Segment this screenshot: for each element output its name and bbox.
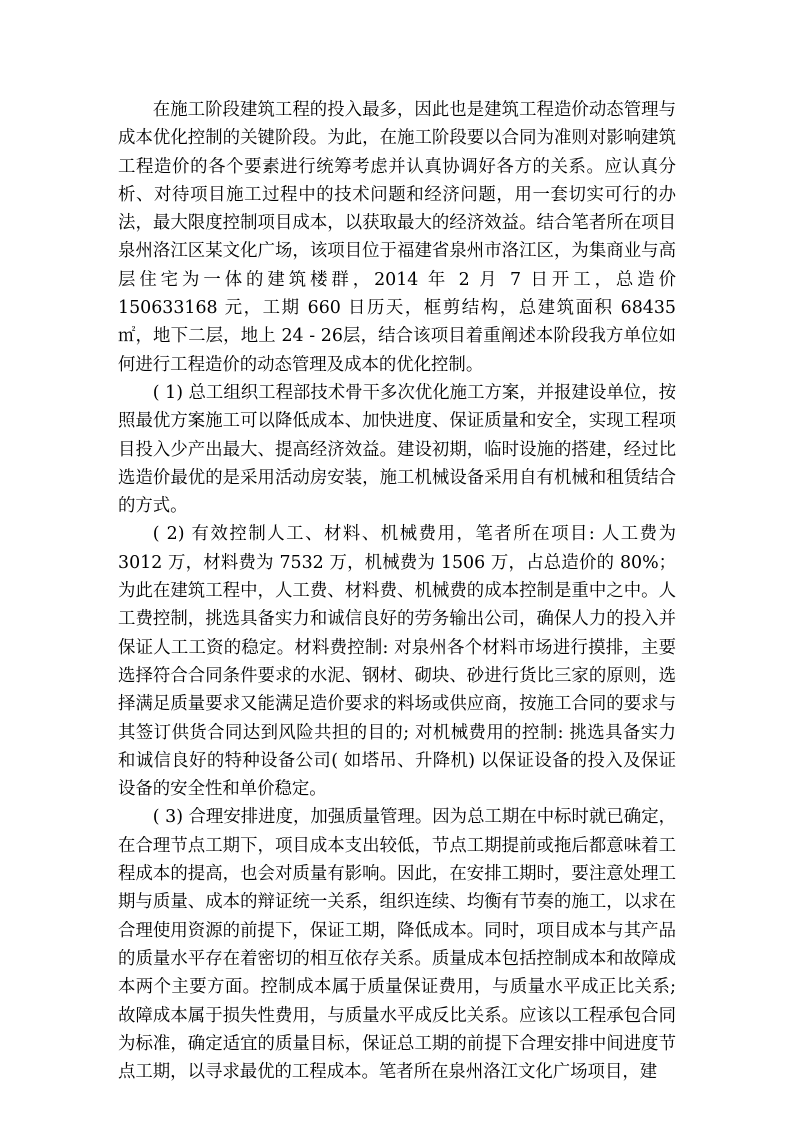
document-body — [118, 96, 676, 1086]
paragraph-item-1: ( 1) 总工组织工程部技术骨干多次优化施工方案，并报建设单位，按照最优方案施工可以降低成本、加快进度、保证质量和安全，实现工程项目投入少产出最大、提高经济效益。建设初期，临时设施的搭建，经过比选造价最优的是采用活动房安装，施工机械设备采用自有机械和租赁结合的方式。 — [118, 382, 676, 517]
paragraph-item-3: ( 3) 合理安排进度，加强质量管理。因为总工期在中标时就已确定，在合理节点工期下，项目成本支出较低，节点工期提前或拖后都意味着工程成本的提高，也会对质量有影响。因此，在安排工期时，要注意处理工期与质量、成本的辩证统一关系，组织连续、均衡有节奏的施工，以求在合理使用资源的前提下，保证工期，降低成本。同时，项目成本与其产品的质量水平存在着密切的相互依存关系。质量成本包括控制成本和故障成本两个主要方面。控制成本属于质量保证费用，与质量水平成正比关系; 故障成本属于损失性费用，与质量水平成反比关系。应该以工程承包合同为标准，确定适宜的质量目标，保证总工期的前提下合理安排中间进度节点工期，以寻求最优的工程成本。笔者所在泉州洛江文化广场项目，建 — [118, 807, 676, 1083]
paragraph-intro: 在施工阶段建筑工程的投入最多，因此也是建筑工程造价动态管理与成本优化控制的关键阶段。为此，在施工阶段要以合同为准则对影响建筑工程造价的各个要素进行统筹考虑并认真协调好各方的关系。应认真分析、对待项目施工过程中的技术问题和经济问题，用一套切实可行的办法，最大限度控制项目成本，以获取最大的经济效益。结合笔者所在项目泉州洛江区某文化广场，该项目位于福建省泉州市洛江区，为集商业与高层住宅为一体的建筑楼群，2014 年 2 月 7 日开工，总造价 150633168 元，工期 660 日历天，框剪结构，总建筑面积 68435 ㎡，地下二层，地上 24 - 26层，结合该项目着重阐述本阶段我方单位如何进行工程造价的动态管理及成本的优化控制。 — [118, 100, 676, 375]
paragraph-item-2: ( 2) 有效控制人工、材料、机械费用，笔者所在项目: 人工费为 3012 万，材料费为 7532 万，机械费为 1506 万，占总造价的 80%；为此在建筑工程中，人工费、材料费、机械费的成本控制是重中之中。人工费控制，挑选具备实力和诚信良好的劳务输出公司，确保人力的投入并保证人工工资的稳定。材料费控制: 对泉州各个材料市场进行摸排，主要选择符合合同条件要求的水泥、钢材、砌块、砂进行货比三家的原则，选择满足质量要求又能满足造价要求的料场或供应商，按施工合同的要求与其签订供货合同达到风险共担的目的; 对机械费用的控制: 挑选具备实力和诚信良好的特种设备公司( 如塔吊、升降机) 以保证设备的投入及保证设备的安全性和单价稳定。 — [118, 524, 676, 800]
